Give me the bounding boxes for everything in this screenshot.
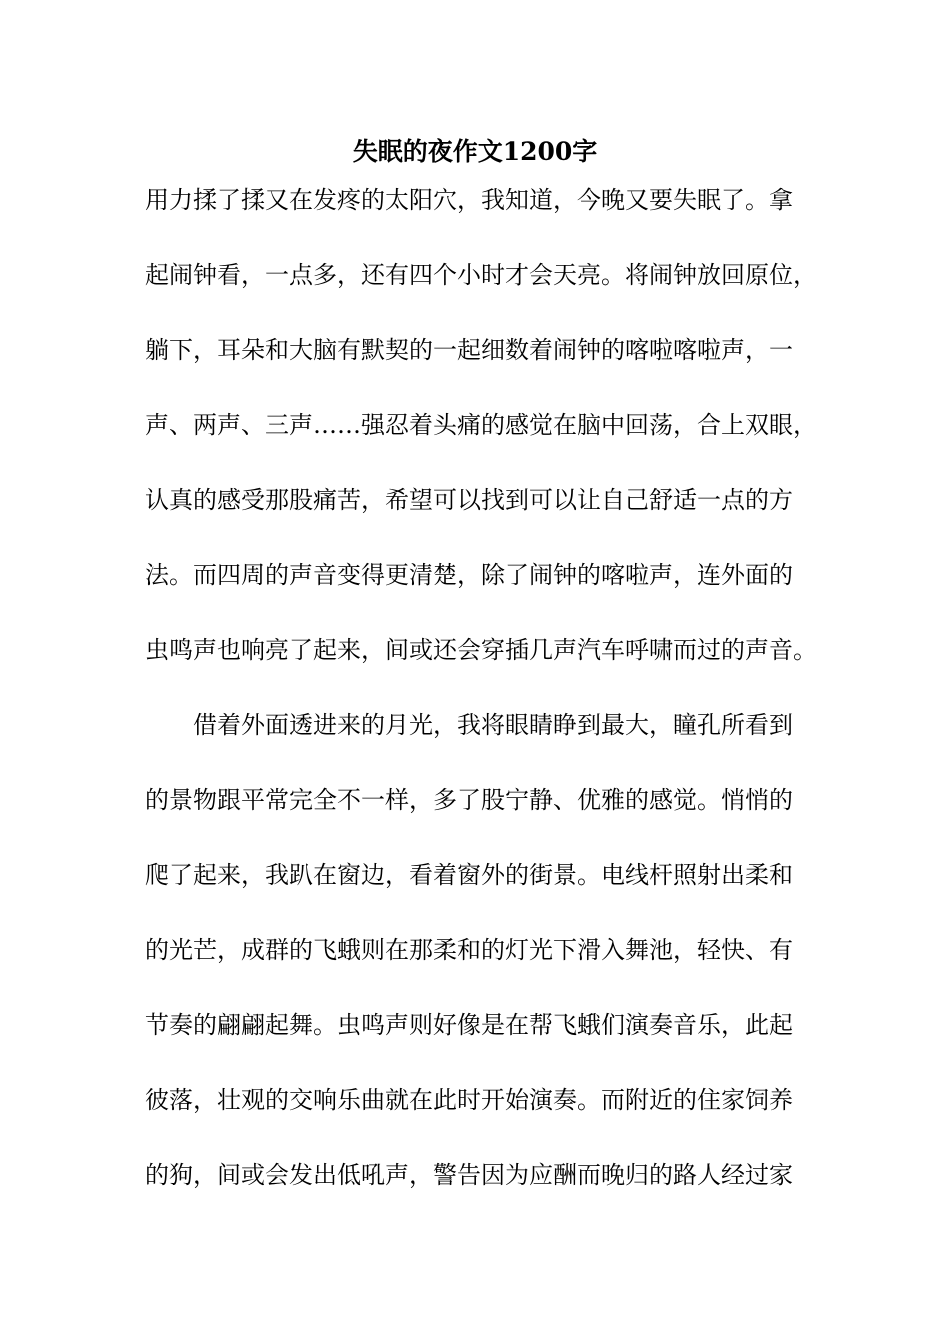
paragraph-line-12: 节奏的翩翩起舞。虫鸣声则好像是在帮飞蛾们演奏音乐，此起 (145, 1011, 793, 1039)
paragraph-line-6: 法。而四周的声音变得更清楚，除了闹钟的喀啦声，连外面的 (145, 561, 793, 589)
paragraph-line-8: 借着外面透进来的月光，我将眼睛睁到最大，瞳孔所看到 (145, 711, 793, 739)
paragraph-line-11: 的光芒，成群的飞蛾则在那柔和的灯光下滑入舞池，轻快、有 (145, 936, 793, 964)
paragraph-line-9: 的景物跟平常完全不一样，多了股宁静、优雅的感觉。悄悄的 (145, 786, 793, 814)
paragraph-line-7: 虫鸣声也响亮了起来，间或还会穿插几声汽车呼啸而过的声音。 (145, 636, 817, 664)
paragraph-line-3: 躺下，耳朵和大脑有默契的一起细数着闹钟的喀啦喀啦声，一 (145, 336, 793, 364)
paragraph-line-4: 声、两声、三声……强忍着头痛的感觉在脑中回荡，合上双眼， (145, 411, 817, 439)
document-title: 失眠的夜作文1200字 (352, 137, 598, 166)
paragraph-line-2: 起闹钟看，一点多，还有四个小时才会天亮。将闹钟放回原位， (145, 261, 817, 289)
paragraph-line-10: 爬了起来，我趴在窗边，看着窗外的街景。电线杆照射出柔和 (145, 861, 793, 889)
paragraph-line-1: 用力揉了揉又在发疼的太阳穴，我知道，今晚又要失眠了。拿 (145, 186, 793, 214)
paragraph-line-5: 认真的感受那股痛苦，希望可以找到可以让自己舒适一点的方 (145, 486, 793, 514)
paragraph-line-14: 的狗，间或会发出低吼声，警告因为应酬而晚归的路人经过家 (145, 1161, 793, 1189)
paragraph-line-13: 彼落，壮观的交响乐曲就在此时开始演奏。而附近的住家饲养 (145, 1086, 793, 1114)
